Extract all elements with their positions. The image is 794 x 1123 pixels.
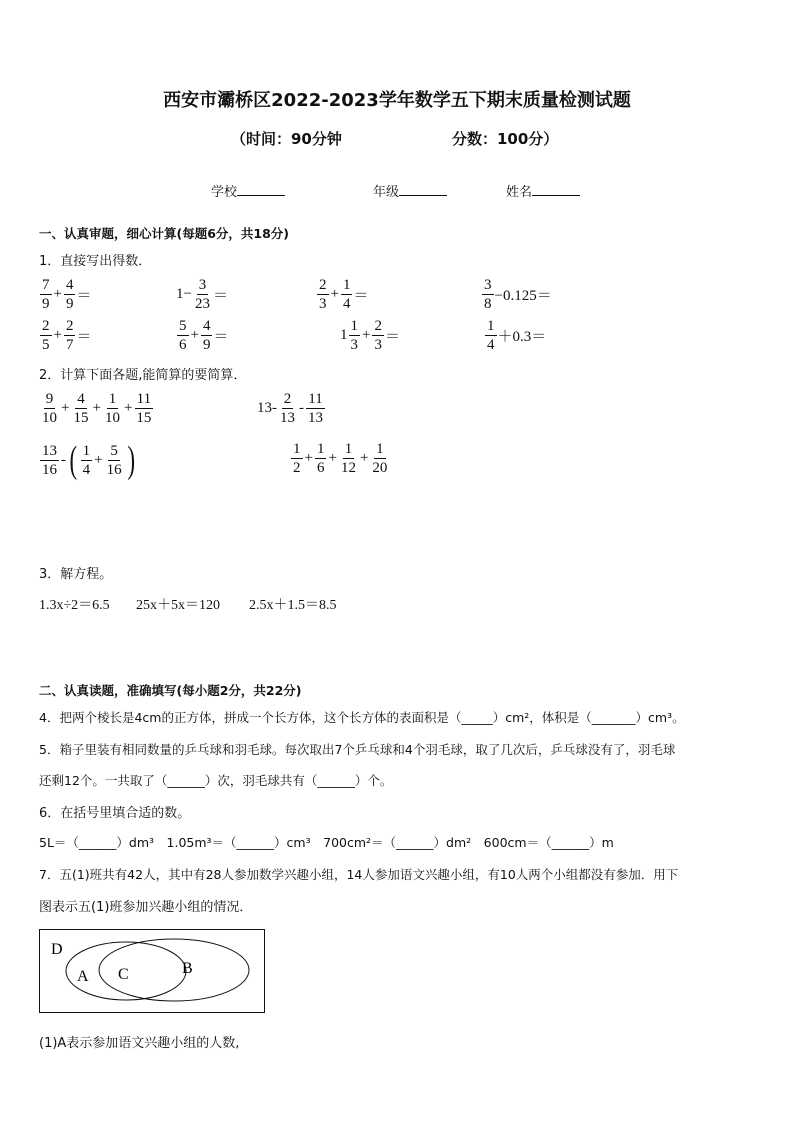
fraction: $\frac{11}{15}$ bbox=[136, 391, 152, 426]
fraction: $\frac{1}{2}$ bbox=[293, 441, 301, 476]
fraction: $\frac{1}{10}$ bbox=[104, 391, 120, 426]
name-label: 姓名 bbox=[506, 185, 533, 200]
school-label: 学校 bbox=[211, 185, 238, 200]
fraction: $\frac{4}{9}$ bbox=[202, 318, 211, 353]
fraction: $\frac{1}{4}$ bbox=[342, 277, 351, 312]
school-field[interactable] bbox=[211, 181, 285, 200]
fraction: $\frac{13}{16}$ bbox=[42, 442, 57, 478]
venn-diagram bbox=[39, 929, 265, 1013]
q1-item-3: $\frac{2}{3}$ + $\frac{1}{4}$ ＝ bbox=[319, 277, 369, 312]
fraction: $\frac{1}{4}$ bbox=[82, 442, 91, 478]
fraction: $\frac{5}{16}$ bbox=[106, 442, 122, 478]
fraction: $\frac{9}{10}$ bbox=[42, 391, 57, 426]
q3-prompt: 3．解方程。 bbox=[39, 567, 113, 582]
q2-prompt: 2．计算下面各题,能简算的要简算． bbox=[39, 368, 247, 383]
fraction: $\frac{2}{5}$ bbox=[42, 318, 50, 353]
q4-text: 4．把两个棱长是4cm的正方体，拼成一个长方体，这个长方体的表面积是（_____）cm²，体积是（_______）cm³。 bbox=[39, 710, 685, 725]
fraction: $\frac{2}{3}$ bbox=[319, 277, 327, 312]
fraction: $\frac{4}{15}$ bbox=[73, 391, 89, 426]
venn-label-a: A bbox=[77, 968, 89, 985]
q7-sub1: (1)A表示参加语文兴趣小组的人数, bbox=[39, 1036, 240, 1051]
q1-item-6: $\frac{5}{6}$ + $\frac{4}{9}$ ＝ bbox=[179, 318, 229, 353]
fraction: $\frac{1}{20}$ bbox=[372, 441, 388, 476]
fraction: $\frac{2}{7}$ bbox=[65, 318, 74, 353]
grade-blank[interactable] bbox=[399, 183, 447, 196]
equation-1: 1.3x÷2＝6.5 bbox=[39, 598, 110, 613]
q6-line: 5L＝（______）dm³ 1.05m³＝（______）cm³ 700cm²＝（______）dm² 600cm＝（______）m bbox=[39, 835, 614, 850]
section2-heading: 二、认真读题，准确填写(每小题2分，共22分) bbox=[39, 683, 302, 698]
exam-time: （时间：90分钟 bbox=[231, 130, 342, 148]
q2-expr-4: $\frac{1}{2}$ + $\frac{1}{6}$ + $\frac{1}{12}$ + $\frac{1}{20}$ bbox=[293, 441, 388, 476]
q5-text-line1: 5．箱子里装有相同数量的乒乓球和羽毛球。每次取出7个乒乓球和4个羽毛球，取了几次后，乒乓球没有了，羽毛球 bbox=[39, 742, 676, 757]
q2-expr-3: $\frac{13}{16}$ - ( $\frac{1}{4}$ + $\frac{5}{16}$ ) bbox=[42, 439, 135, 481]
section1-heading: 一、认真审题，细心计算(每题6分，共18分) bbox=[39, 226, 290, 241]
fraction: $\frac{1}{4}$ bbox=[487, 318, 495, 353]
fraction: $\frac{4}{9}$ bbox=[65, 277, 74, 312]
q1-item-5: $\frac{2}{5}$ + $\frac{2}{7}$ ＝ bbox=[42, 318, 92, 353]
fraction: $\frac{5}{6}$ bbox=[179, 318, 187, 353]
fraction: $\frac{1}{6}$ bbox=[316, 441, 325, 476]
q7-text-line2: 图表示五(1)班参加兴趣小组的情况． bbox=[39, 900, 253, 915]
q2-expr-1: $\frac{9}{10}$ + $\frac{4}{15}$ + $\frac{1}{10}$ + $\frac{11}{15}$ bbox=[42, 391, 152, 426]
q2-expr-2: 13- $\frac{2}{13}$ - $\frac{11}{13}$ bbox=[257, 391, 323, 426]
left-paren: ( bbox=[69, 439, 78, 481]
right-paren: ) bbox=[127, 439, 135, 481]
venn-svg bbox=[40, 930, 264, 1012]
name-field[interactable] bbox=[506, 181, 580, 200]
q1-item-2: 1− $\frac{3}{23}$ ＝ bbox=[176, 277, 228, 312]
venn-label-d: D bbox=[51, 941, 63, 958]
fraction: $\frac{11}{13}$ bbox=[308, 391, 323, 426]
fraction: $\frac{3}{23}$ bbox=[194, 277, 210, 312]
fraction: $\frac{3}{8}$ bbox=[484, 277, 492, 312]
venn-label-c: C bbox=[118, 966, 129, 983]
school-blank[interactable] bbox=[237, 183, 285, 196]
page-title: 西安市灞桥区2022-2023学年数学五下期末质量检测试题 bbox=[163, 90, 631, 111]
q1-item-7: 1 $\frac{1}{3}$ + $\frac{2}{3}$ ＝ bbox=[340, 318, 400, 353]
fraction: $\frac{1}{3}$ bbox=[350, 318, 358, 353]
q1-item-4: $\frac{3}{8}$ −0.125＝ bbox=[484, 277, 552, 312]
fraction: $\frac{7}{9}$ bbox=[42, 277, 50, 312]
fraction: $\frac{2}{3}$ bbox=[374, 318, 382, 353]
q1-item-8: $\frac{1}{4}$ ＋0.3＝ bbox=[487, 318, 547, 353]
name-blank[interactable] bbox=[532, 183, 580, 196]
grade-field[interactable] bbox=[373, 181, 447, 200]
q5-text-line2: 还剩12个。一共取了（______）次，羽毛球共有（______）个。 bbox=[39, 773, 393, 788]
grade-label: 年级 bbox=[373, 185, 400, 200]
equation-2: 25x＋5x＝120 bbox=[136, 598, 220, 613]
q7-text-line1: 7．五(1)班共有42人，其中有28人参加数学兴趣小组，14人参加语文兴趣小组，有10人两个小组都没有参加．用下 bbox=[39, 867, 679, 882]
venn-label-b: B bbox=[182, 960, 193, 977]
q1-item-1: $\frac{7}{9}$ + $\frac{4}{9}$ ＝ bbox=[42, 277, 92, 312]
fraction: $\frac{2}{13}$ bbox=[280, 391, 295, 426]
fraction: $\frac{1}{12}$ bbox=[340, 441, 356, 476]
exam-score: 分数：100分） bbox=[452, 130, 559, 148]
q1-prompt: 1．直接写出得数． bbox=[39, 254, 152, 269]
equation-3: 2.5x＋1.5＝8.5 bbox=[249, 598, 337, 613]
q6-prompt: 6．在括号里填合适的数。 bbox=[39, 806, 191, 821]
